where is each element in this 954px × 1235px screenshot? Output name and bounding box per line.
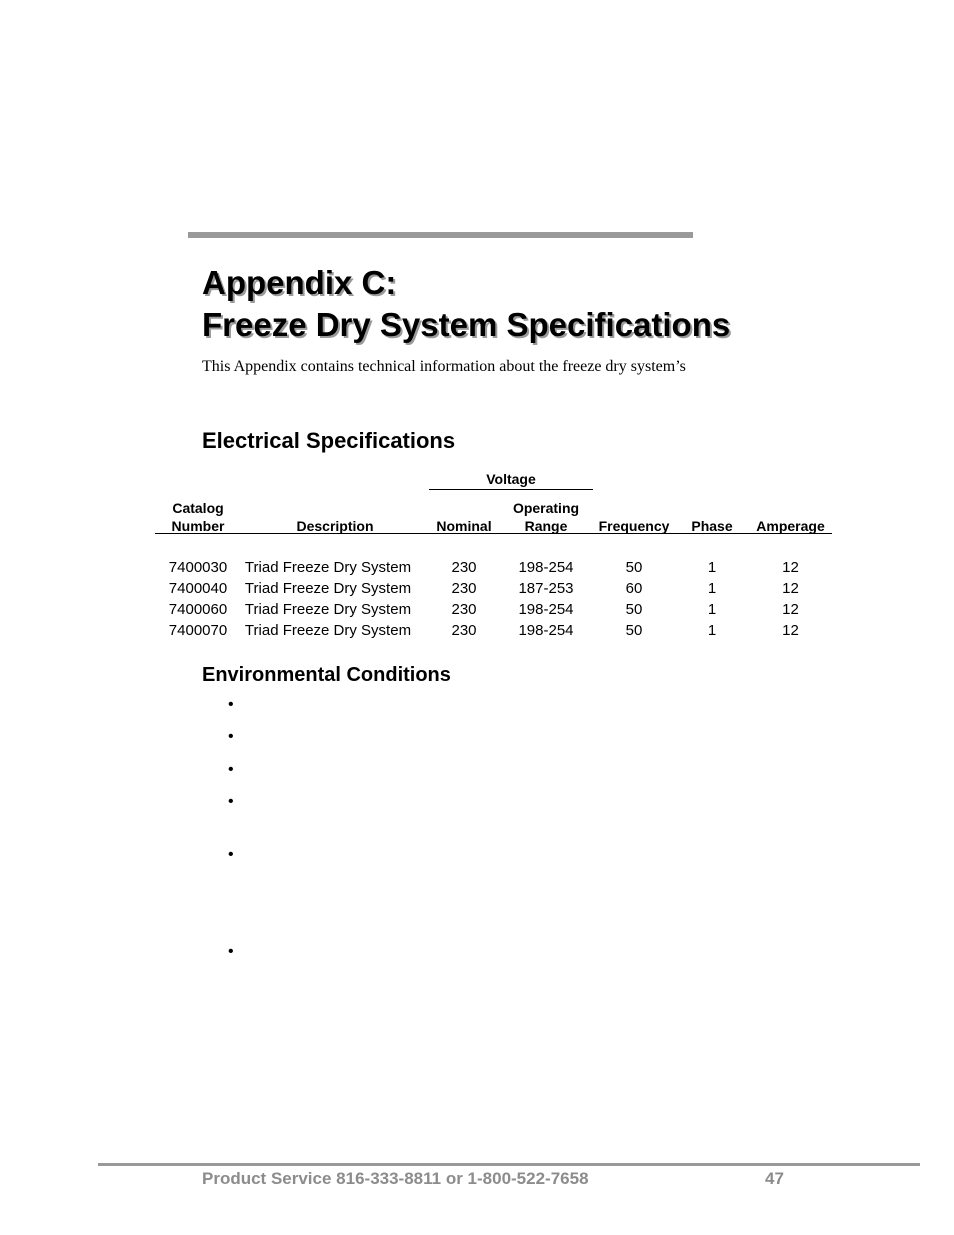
table-row [155,620,833,641]
electrical-specs-heading: Electrical Specifications [202,428,456,453]
cell-phase: 1 [707,559,717,576]
table-row [155,578,833,599]
cell-range: 198-254 [518,622,574,639]
cell-description: Triad Freeze Dry System [244,559,412,576]
header-operating-range: Operating Range [512,500,580,534]
cell-phase: 1 [707,601,717,618]
header-nominal: Nominal [436,518,492,534]
voltage-group-header: Voltage [429,470,593,490]
page-title [202,262,730,346]
cell-range: 198-254 [518,601,574,618]
header-phase: Phase [691,518,733,534]
cell-catalog: 7400030 [168,559,228,576]
cell-range: 198-254 [518,559,574,576]
bullet-marker: • [228,728,234,745]
header-frequency: Frequency [598,518,670,534]
cell-catalog: 7400070 [168,622,228,639]
bullet-marker: • [228,793,234,810]
cell-frequency: 60 [625,580,643,597]
bullet-marker: • [228,761,234,778]
cell-amperage: 12 [782,580,799,597]
cell-nominal: 230 [451,580,477,597]
header-rule [188,232,693,238]
header-description: Description [296,518,374,534]
table-row [155,557,833,578]
bullet-marker: • [228,846,234,863]
cell-frequency: 50 [625,601,643,618]
cell-description: Triad Freeze Dry System [244,601,412,618]
title-line-2: Freeze Dry System Specifications [202,306,731,343]
bullet-marker: • [228,943,234,960]
header-amperage: Amperage [756,518,825,534]
cell-amperage: 12 [782,601,799,618]
cell-frequency: 50 [625,622,643,639]
cell-description: Triad Freeze Dry System [244,622,412,639]
table-header-rule [155,533,832,534]
cell-frequency: 50 [625,559,643,576]
cell-nominal: 230 [451,601,477,618]
cell-phase: 1 [707,622,717,639]
cell-phase: 1 [707,580,717,597]
cell-catalog: 7400060 [168,601,228,618]
footer-rule [98,1163,920,1166]
cell-amperage: 12 [782,559,799,576]
cell-amperage: 12 [782,622,799,639]
cell-catalog: 7400040 [168,580,228,597]
bullet-marker: • [228,696,234,713]
cell-range: 187-253 [518,580,574,597]
cell-description: Triad Freeze Dry System [244,580,412,597]
page-number: 47 [765,1169,784,1188]
intro-paragraph: This Appendix contains technical information about the freeze dry system’s [202,358,686,375]
environmental-conditions-heading: Environmental Conditions [202,664,451,686]
table-row [155,599,833,620]
footer-service-contact: Product Service 816-333-8811 or 1-800-522-7658 [202,1169,589,1188]
cell-nominal: 230 [451,559,477,576]
title-line-1: Appendix C: [202,264,397,301]
cell-nominal: 230 [451,622,477,639]
header-catalog-number: Catalog Number [171,500,225,534]
